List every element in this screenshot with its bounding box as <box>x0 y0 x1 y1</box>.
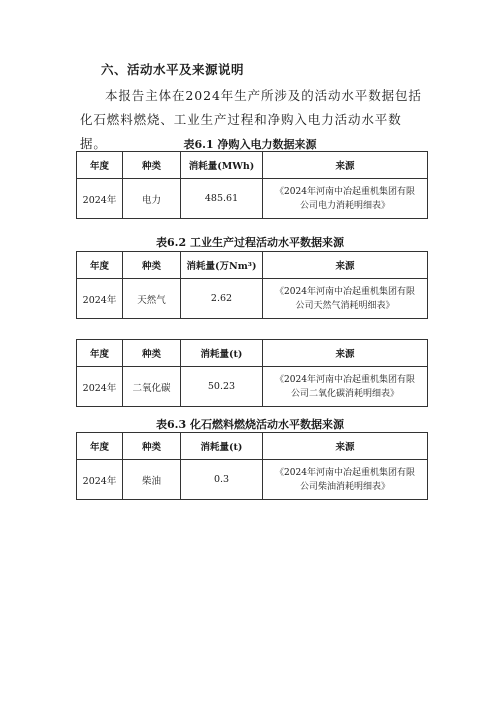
table-6-3-caption: 表6.3 化石燃料燃烧活动水平数据来源 <box>156 418 344 431</box>
cell-amount: 485.61 <box>181 179 263 219</box>
table-row <box>77 367 428 407</box>
cell-amount: 0.3 <box>181 460 263 500</box>
source-line-1: 《2024年河南中冶起重机集团有限 <box>275 186 415 197</box>
cell-year: 2024年 <box>77 179 123 219</box>
header-kind: 种类 <box>123 433 181 460</box>
table-6-1 <box>76 151 428 219</box>
cell-source <box>263 279 428 319</box>
cell-year: 2024年 <box>77 279 123 319</box>
cell-kind: 柴油 <box>123 460 181 500</box>
header-source: 来源 <box>263 152 428 179</box>
cell-year: 2024年 <box>77 367 123 407</box>
source-line-1: 《2024年河南中冶起重机集团有限 <box>275 286 415 297</box>
table-row <box>77 179 428 219</box>
header-source: 来源 <box>263 340 428 367</box>
cell-kind: 二氧化碳 <box>123 367 181 407</box>
table-6-2-natural-gas <box>76 251 428 319</box>
header-source: 来源 <box>263 433 428 460</box>
source-line-1: 《2024年河南中冶起重机集团有限 <box>275 374 415 385</box>
table-6-2-caption: 表6.2 工业生产过程活动水平数据来源 <box>156 236 344 249</box>
source-line-2: 公司柴油消耗明细表》 <box>299 481 390 492</box>
cell-year: 2024年 <box>77 460 123 500</box>
cell-amount: 50.23 <box>181 367 263 407</box>
header-amount: 消耗量(t) <box>181 433 263 460</box>
source-line-2: 公司天然气消耗明细表》 <box>295 300 395 311</box>
table-header-row <box>77 340 428 367</box>
cell-kind: 电力 <box>123 179 181 219</box>
header-kind: 种类 <box>123 340 181 367</box>
cell-source <box>263 367 428 407</box>
cell-source <box>263 460 428 500</box>
table-row <box>77 279 428 319</box>
header-year: 年度 <box>77 252 123 279</box>
header-amount: 消耗量(MWh) <box>181 152 263 179</box>
source-line-1: 《2024年河南中冶起重机集团有限 <box>275 467 415 478</box>
table-header-row <box>77 433 428 460</box>
cell-source <box>263 179 428 219</box>
section-paragraph: 本报告主体在2024年生产所涉及的活动水平数据包括化石燃料燃烧、工业生产过程和净购入电力活动水平数据。 <box>80 88 422 151</box>
table-6-2-co2 <box>76 339 428 407</box>
table-6-1-caption: 表6.1 净购入电力数据来源 <box>183 138 317 151</box>
header-year: 年度 <box>77 152 123 179</box>
table-header-row <box>77 252 428 279</box>
source-line-2: 公司二氧化碳消耗明细表》 <box>290 388 399 399</box>
table-row <box>77 460 428 500</box>
header-amount: 消耗量(万Nm³) <box>181 252 263 279</box>
header-kind: 种类 <box>123 152 181 179</box>
header-source: 来源 <box>263 252 428 279</box>
header-amount: 消耗量(t) <box>181 340 263 367</box>
cell-amount: 2.62 <box>181 279 263 319</box>
table-header-row <box>77 152 428 179</box>
section-heading: 六、活动水平及来源说明 <box>101 62 245 77</box>
header-kind: 种类 <box>123 252 181 279</box>
cell-kind: 天然气 <box>123 279 181 319</box>
table-6-3 <box>76 432 428 500</box>
header-year: 年度 <box>77 433 123 460</box>
source-line-2: 公司电力消耗明细表》 <box>299 200 390 211</box>
header-year: 年度 <box>77 340 123 367</box>
